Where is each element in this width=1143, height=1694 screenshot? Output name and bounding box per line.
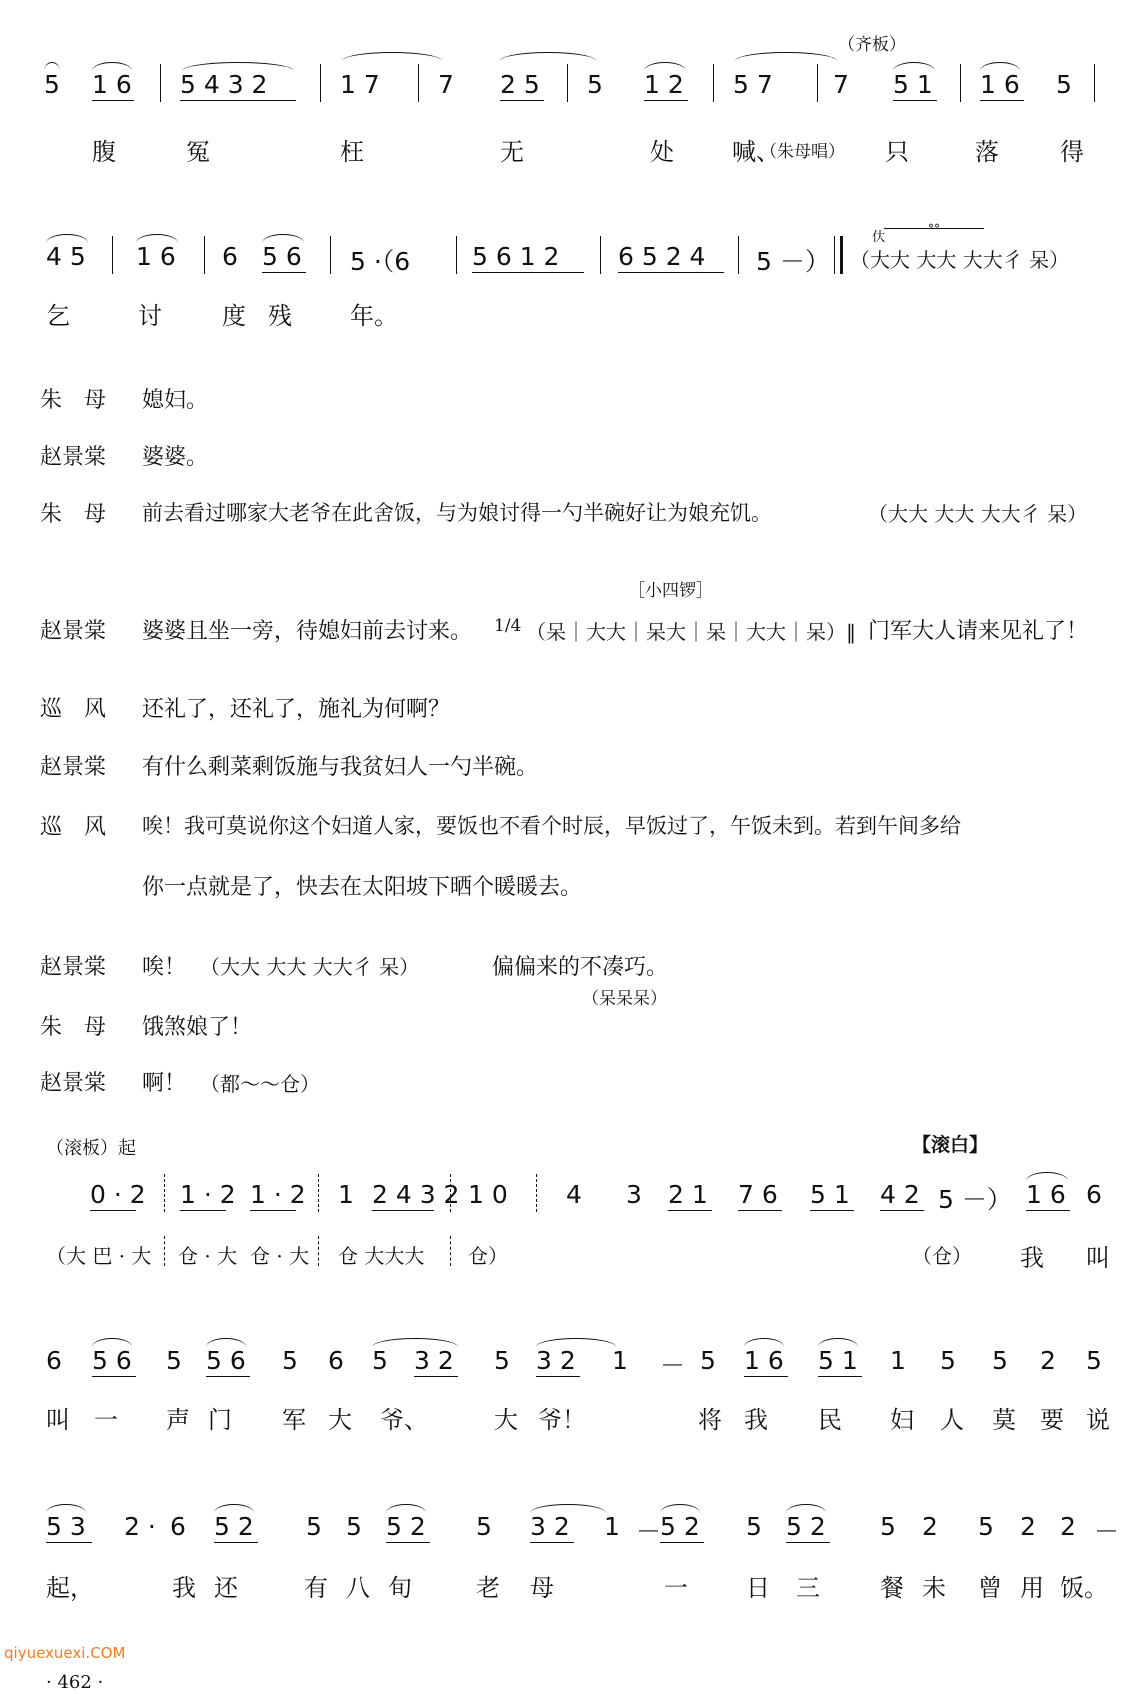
note: 5 2 <box>660 1512 700 1541</box>
percussion-pattern: （大大 大大 大大彳 呆） <box>868 502 1088 526</box>
dialogue-text: 媳妇。 <box>142 388 209 413</box>
note: 6 <box>328 1346 344 1375</box>
speaker: 朱 母 <box>40 502 107 527</box>
dialogue-text: 啊！ <box>142 1071 187 1096</box>
note: 5 2 <box>386 1512 426 1541</box>
lyric: 爷、 <box>380 1406 428 1434</box>
note: 1 <box>338 1180 354 1209</box>
gong-label: ［小四锣］ <box>628 581 713 601</box>
note: 5 <box>992 1346 1008 1375</box>
lyric: 日 <box>746 1574 770 1602</box>
meter: 1/4 <box>494 616 522 636</box>
singer-note: （朱母唱） <box>760 142 845 162</box>
lyric: 落 <box>975 138 999 166</box>
lyric: 用 <box>1020 1574 1044 1602</box>
lyric: 餐 <box>880 1574 904 1602</box>
speaker: 朱 母 <box>40 388 107 413</box>
note: 5 <box>1056 70 1072 99</box>
lyric: 大 <box>328 1406 352 1434</box>
lyric: 一 <box>94 1406 118 1434</box>
percussion-pattern: （大大 大大 大大彳 呆） <box>850 248 1070 272</box>
note: 7 <box>438 70 454 99</box>
percussion-pattern: 仓） <box>468 1244 508 1268</box>
speaker: 赵景棠 <box>40 755 107 780</box>
speaker: 朱 母 <box>40 1015 107 1040</box>
dialogue-text: 门军大人请来见礼了！ <box>868 619 1089 644</box>
lyric: 处 <box>650 138 674 166</box>
perc-label: （呆呆呆） <box>582 989 667 1009</box>
lyric: 军 <box>282 1406 306 1434</box>
note: 4 <box>566 1180 582 1209</box>
note: 5 6 <box>262 242 302 271</box>
lyric: 有 <box>304 1574 328 1602</box>
lyric: 大 <box>494 1406 518 1434</box>
lyric: 度 <box>222 302 246 330</box>
note: 1 0 <box>468 1180 508 1209</box>
note: 2 <box>1060 1512 1076 1541</box>
lyric: 门 <box>208 1406 232 1434</box>
note: 5 <box>880 1512 896 1541</box>
note: 2 5 <box>500 70 540 99</box>
note: 1 <box>604 1512 620 1541</box>
note: 6 <box>170 1512 186 1541</box>
note: 5 <box>346 1512 362 1541</box>
note: 6 <box>1086 1180 1102 1209</box>
lyric: 一 <box>664 1574 688 1602</box>
lyric: 要 <box>1040 1406 1064 1434</box>
note: 5 <box>1086 1346 1102 1375</box>
note: 5 <box>306 1512 322 1541</box>
lyric: 声 <box>166 1406 190 1434</box>
percussion-pattern: 仓 · 大 <box>250 1244 310 1268</box>
dialogue-text: 唉！我可莫说你这个妇道人家，要饭也不看个时辰，早饭过了，午饭未到。若到午间多给 <box>142 814 961 838</box>
percussion-pattern: （呆｜大大｜呆大｜呆｜大大｜呆）‖ <box>526 620 856 644</box>
note: 3 2 <box>536 1346 576 1375</box>
note: 3 2 <box>530 1512 570 1541</box>
lyric: 母 <box>530 1574 554 1602</box>
note: 5 <box>494 1346 510 1375</box>
note: 6 <box>222 242 238 271</box>
dialogue-text: 婆婆且坐一旁，待媳妇前去讨来。 <box>142 619 473 644</box>
lyric: 只 <box>885 138 909 166</box>
lyric: 八 <box>346 1574 370 1602</box>
speaker: 赵景棠 <box>40 619 107 644</box>
note: 3 <box>626 1180 642 1209</box>
lyric: 还 <box>214 1574 238 1602</box>
lyric: 冤 <box>186 138 210 166</box>
speaker: 巡 风 <box>40 815 107 840</box>
lyric: 说 <box>1086 1406 1110 1434</box>
note: 2 1 <box>668 1180 708 1209</box>
note: 7 6 <box>738 1180 778 1209</box>
note: 5 1 <box>810 1180 850 1209</box>
note: 1 <box>612 1346 628 1375</box>
percussion-pattern: 仓 · 大 <box>178 1244 238 1268</box>
note: 5 6 1 2 <box>472 242 560 271</box>
note: － <box>660 1351 686 1380</box>
lyric: 得 <box>1060 138 1084 166</box>
tempo-label-gunban: （滚板）起 <box>46 1138 136 1159</box>
note: 5 6 <box>92 1346 132 1375</box>
lyric: 叫 <box>46 1406 70 1434</box>
lyric: 起， <box>46 1574 94 1602</box>
lyric: 腹 <box>92 138 116 166</box>
note: 5 <box>44 70 60 99</box>
note: 5 ·（6 <box>350 247 411 276</box>
note: 2 · <box>124 1512 156 1541</box>
note: 5 3 <box>46 1512 86 1541</box>
note: 1 6 <box>744 1346 784 1375</box>
dialogue-text: 有什么剩菜剩饭施与我贫妇人一勺半碗。 <box>142 755 539 780</box>
percussion-pattern: （大 巴 · 大 <box>46 1244 152 1268</box>
dialogue-text: 饿煞娘了！ <box>142 1015 253 1040</box>
note: 5 <box>978 1512 994 1541</box>
note: 0 · 2 <box>90 1180 146 1209</box>
speaker: 巡 风 <box>40 697 107 722</box>
lyric: 三 <box>796 1574 820 1602</box>
note: 2 <box>1020 1512 1036 1541</box>
speaker: 赵景棠 <box>40 445 107 470</box>
dialogue-text: 前去看过哪家大老爷在此舍饭，与为娘讨得一勺半碗好让为娘充饥。 <box>142 501 772 525</box>
note: 5 6 <box>206 1346 246 1375</box>
lyric: 旬 <box>388 1574 412 1602</box>
dialogue-text-continued: 你一点就是了，快去在太阳坡下晒个暖暖去。 <box>142 875 583 900</box>
site-watermark: qiyuexuexi.COM <box>4 1644 126 1662</box>
section-label-gunbai: 【滚白】 <box>912 1134 989 1156</box>
note: 5 1 <box>818 1346 858 1375</box>
speaker: 赵景棠 <box>40 955 107 980</box>
note: 1 6 <box>92 70 132 99</box>
note: － <box>636 1517 662 1546</box>
percussion-pattern: （都～～仓） <box>200 1072 320 1096</box>
note: 5 <box>746 1512 762 1541</box>
note: 4 2 <box>880 1180 920 1209</box>
lyric: 未 <box>922 1574 946 1602</box>
note: 5 －） <box>756 247 830 276</box>
lyric: 叫 <box>1086 1244 1110 1272</box>
note: 7 <box>833 70 849 99</box>
note: 4 5 <box>46 242 86 271</box>
lyric: 民 <box>818 1406 842 1434</box>
note: 5 <box>476 1512 492 1541</box>
lyric: 喊、 <box>732 138 780 166</box>
note: 1 <box>890 1346 906 1375</box>
note: 2 <box>1040 1346 1056 1375</box>
lyric: 曾 <box>978 1574 1002 1602</box>
note: 1 7 <box>340 70 380 99</box>
page-number: · 462 · <box>46 1672 104 1693</box>
lyric: 我 <box>172 1574 196 1602</box>
note: 6 <box>46 1346 62 1375</box>
dialogue-text: 唉！ <box>142 955 187 980</box>
lyric: 老 <box>476 1574 500 1602</box>
percussion-pattern: （仓） <box>912 1244 972 1268</box>
speaker: 赵景棠 <box>40 1071 107 1096</box>
note: 5 <box>940 1346 956 1375</box>
note: 1 6 <box>1026 1180 1066 1209</box>
note: 5 7 <box>733 70 773 99</box>
note: － <box>1094 1517 1120 1546</box>
note: 1 · 2 <box>180 1180 236 1209</box>
note: 6 5 2 4 <box>618 242 706 271</box>
note: 5 －） <box>938 1185 1012 1214</box>
lyric: 爷！ <box>538 1406 586 1434</box>
lyric: 乞 <box>46 302 70 330</box>
lyric: 无 <box>500 138 524 166</box>
note: 1 6 <box>136 242 176 271</box>
dialogue-text: 还礼了，还礼了，施礼为何啊？ <box>142 697 451 722</box>
percussion-pattern: 仓 大大大 <box>338 1244 425 1268</box>
lyric: 将 <box>698 1406 722 1434</box>
note: 5 <box>166 1346 182 1375</box>
tempo-label-qiban: （齐板） <box>838 35 906 55</box>
perc-dots: °° <box>928 222 940 236</box>
note: 5 <box>282 1346 298 1375</box>
lyric: 我 <box>1020 1244 1044 1272</box>
lyric: 人 <box>940 1406 964 1434</box>
note: 5 <box>587 70 603 99</box>
lyric: 枉 <box>340 138 364 166</box>
note: 5 2 <box>214 1512 254 1541</box>
lyric: 莫 <box>992 1406 1016 1434</box>
dialogue-text: 婆婆。 <box>142 445 209 470</box>
percussion-pattern: （大大 大大 大大彳 呆） <box>200 955 420 979</box>
note: 1 6 <box>980 70 1020 99</box>
perc-mark: 㐲 <box>872 230 886 245</box>
note: 5 1 <box>893 70 933 99</box>
note: 2 4 3 2 <box>372 1180 460 1209</box>
note: 5 4 3 2 <box>180 70 268 99</box>
note: 5 2 <box>786 1512 826 1541</box>
note: 3 2 <box>414 1346 454 1375</box>
note: 5 <box>700 1346 716 1375</box>
dialogue-text: 偏偏来的不凑巧。 <box>492 955 669 980</box>
lyric: 残 <box>268 302 292 330</box>
lyric: 讨 <box>138 302 162 330</box>
lyric: 妇 <box>890 1406 914 1434</box>
note: 2 <box>922 1512 938 1541</box>
note: 1 · 2 <box>250 1180 306 1209</box>
lyric: 年。 <box>350 302 398 330</box>
note: 5 <box>372 1346 388 1375</box>
lyric: 饭。 <box>1060 1574 1108 1602</box>
lyric: 我 <box>744 1406 768 1434</box>
note: 1 2 <box>644 70 684 99</box>
